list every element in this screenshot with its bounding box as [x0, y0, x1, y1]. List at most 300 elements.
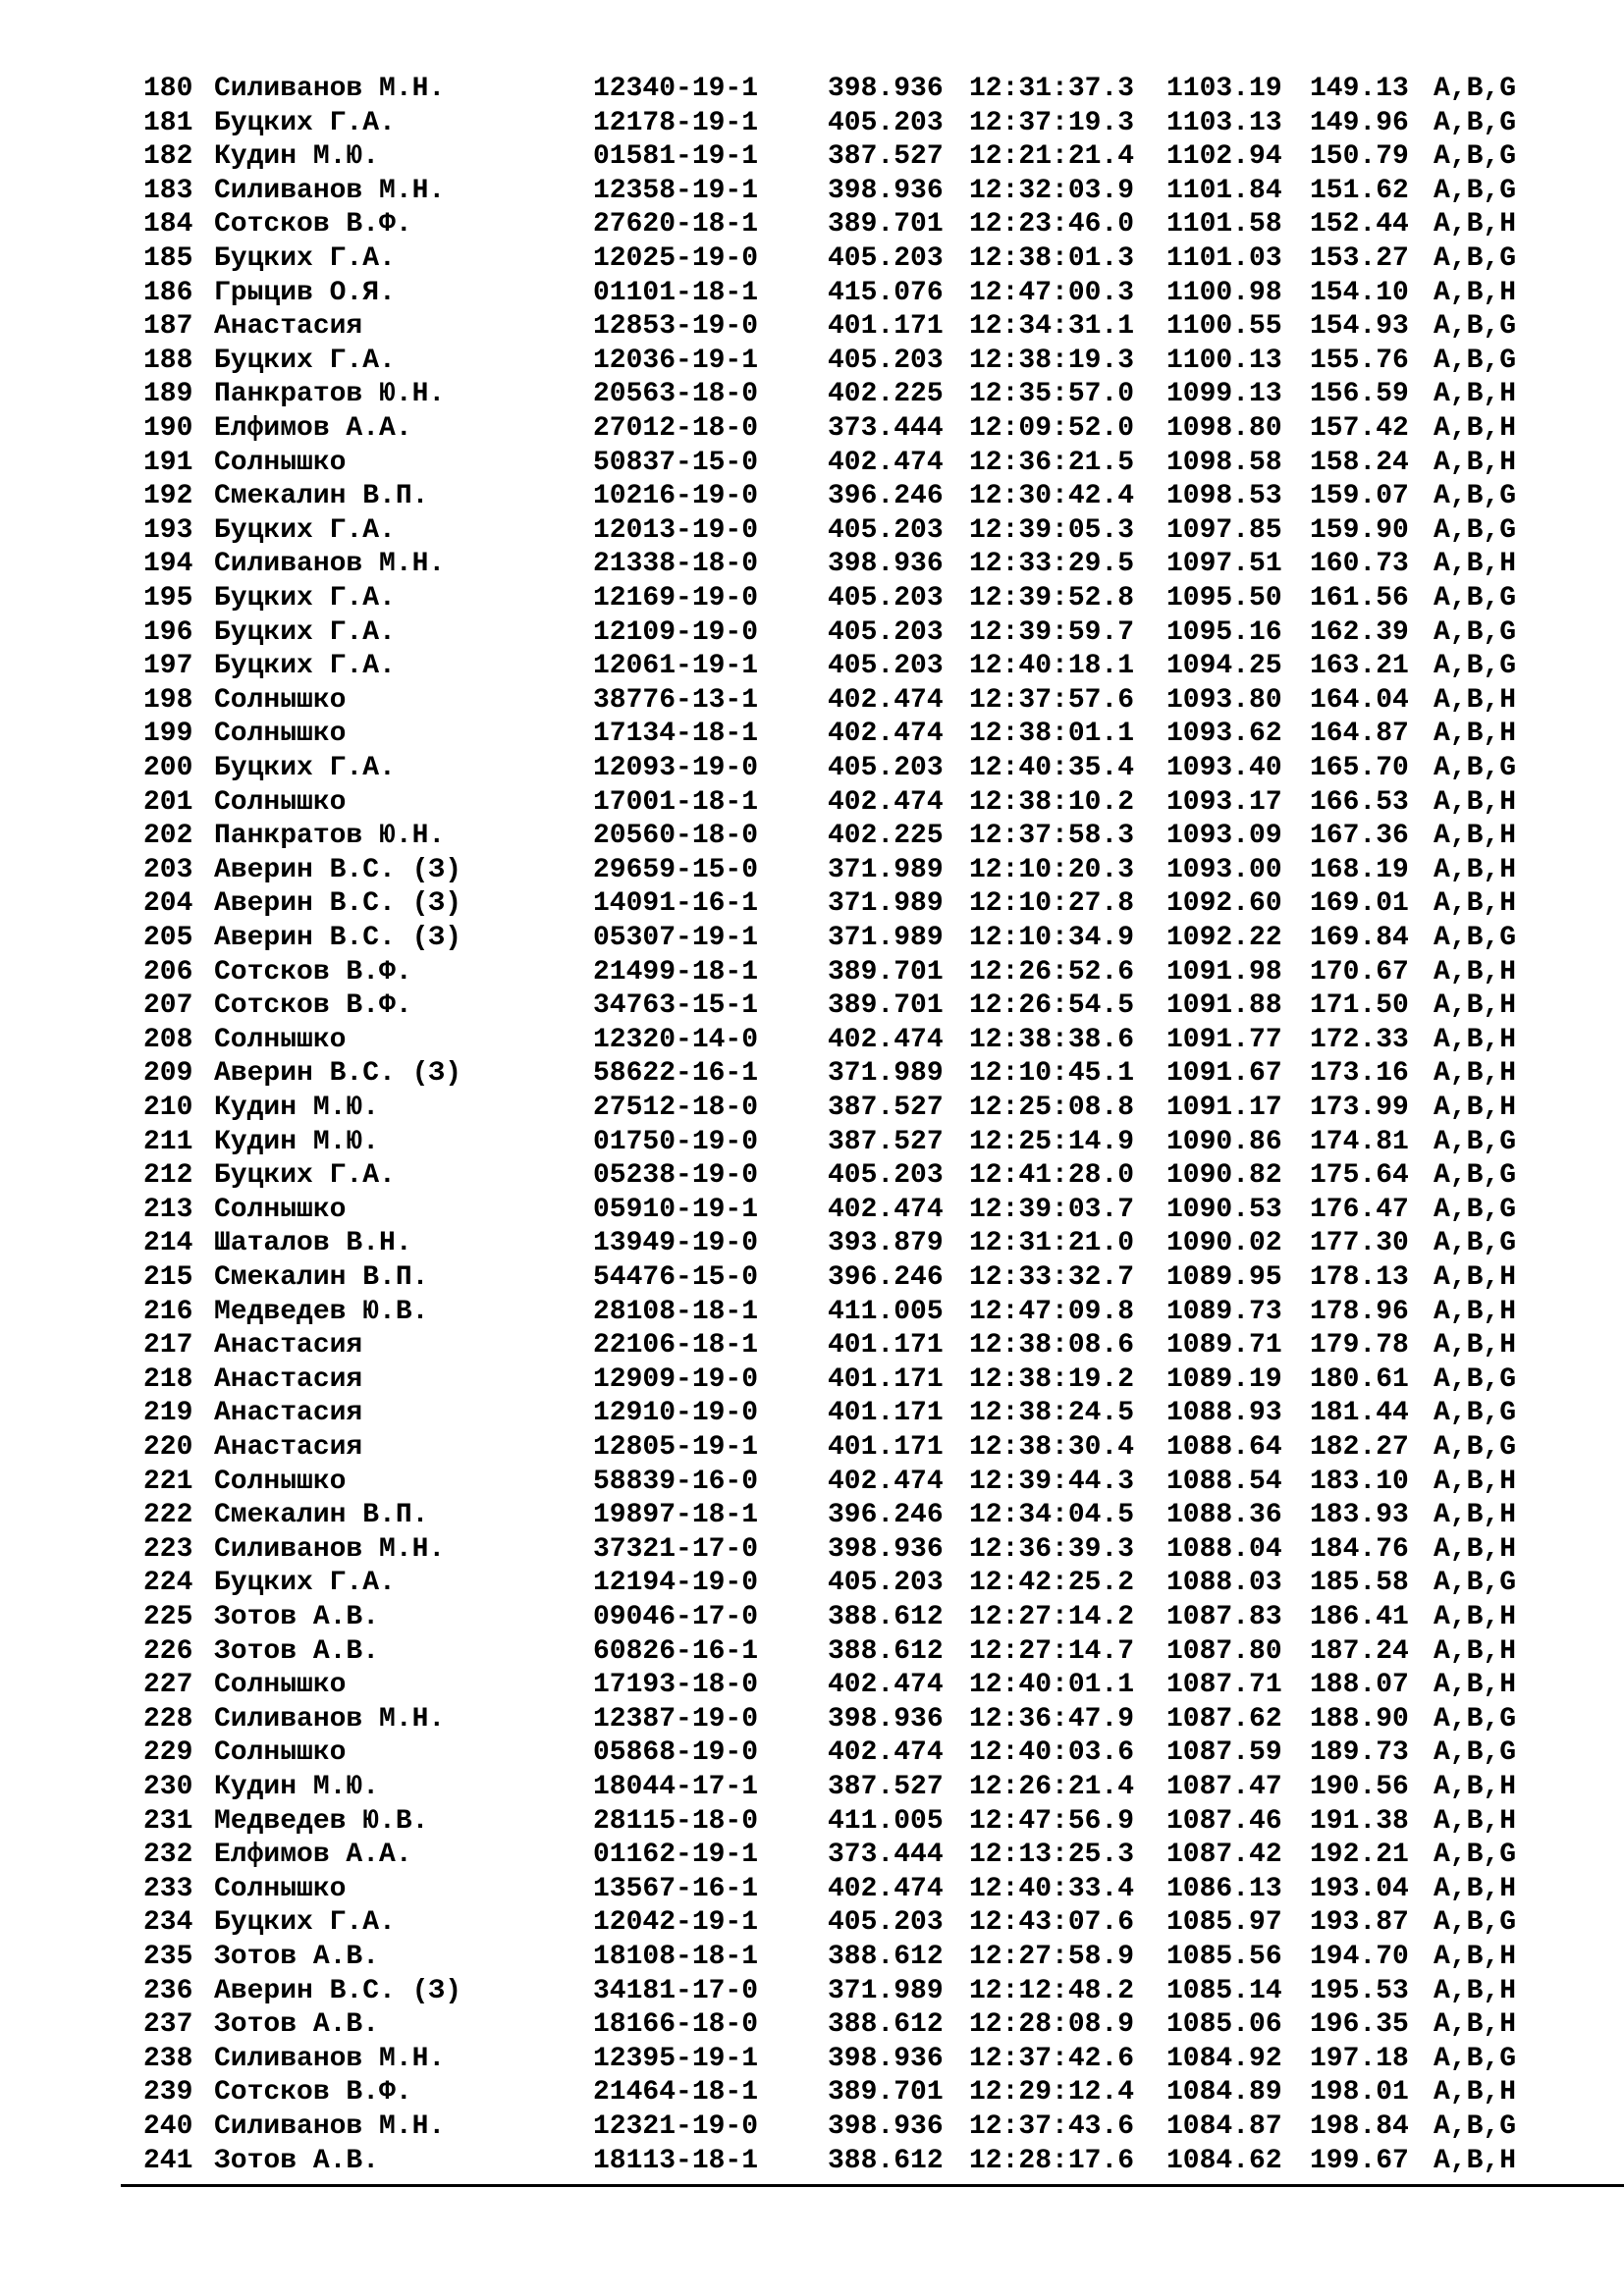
speed-cell: 1098.53	[1166, 481, 1282, 512]
speed-cell: 1092.22	[1166, 923, 1282, 953]
place-cell: 206	[143, 956, 193, 988]
coefficient-cell: 164.04	[1310, 684, 1409, 716]
distance-cell: 401.171	[828, 1363, 944, 1395]
arrival-time-cell: 12:30:42.4	[969, 481, 1135, 512]
distance-cell: 388.612	[828, 2009, 944, 2041]
category-flags-cell: A,B,H	[1434, 209, 1517, 240]
distance-cell: 398.936	[828, 1533, 944, 1565]
speed-cell: 1084.89	[1166, 2077, 1282, 2109]
speed-cell: 1100.55	[1166, 311, 1282, 343]
coefficient-cell: 198.01	[1310, 2077, 1409, 2109]
speed-cell: 1093.62	[1166, 719, 1282, 750]
coefficient-cell: 197.18	[1310, 2043, 1409, 2074]
arrival-time-cell: 12:39:05.3	[969, 514, 1135, 546]
ring-number-cell: 12093-19-0	[593, 753, 759, 783]
place-cell: 189	[143, 379, 193, 410]
name-cell: Панкратов Ю.Н.	[214, 379, 446, 410]
coefficient-cell: 176.47	[1310, 1194, 1409, 1225]
table-row	[0, 1329, 1624, 1362]
ring-number-cell: 12061-19-1	[593, 651, 759, 682]
table-row	[0, 277, 1624, 310]
ring-number-cell: 21499-18-1	[593, 956, 759, 988]
distance-cell: 387.527	[828, 141, 944, 173]
place-cell: 227	[143, 1670, 193, 1701]
name-cell: Аверин В.С. (З)	[214, 1058, 462, 1090]
place-cell: 197	[143, 651, 193, 682]
speed-cell: 1093.17	[1166, 786, 1282, 818]
name-cell: Солнышко	[214, 786, 347, 818]
arrival-time-cell: 12:38:30.4	[969, 1432, 1135, 1463]
coefficient-cell: 165.70	[1310, 753, 1409, 783]
place-cell: 235	[143, 1942, 193, 1972]
arrival-time-cell: 12:40:33.4	[969, 1873, 1135, 1904]
category-flags-cell: A,B,G	[1434, 1126, 1517, 1157]
name-cell: Буцких Г.А.	[214, 1568, 396, 1599]
place-cell: 201	[143, 786, 193, 818]
category-flags-cell: A,B,H	[1434, 1466, 1517, 1497]
table-row	[0, 2008, 1624, 2042]
distance-cell: 371.989	[828, 923, 944, 953]
arrival-time-cell: 12:21:21.4	[969, 141, 1135, 173]
distance-cell: 371.989	[828, 854, 944, 885]
arrival-time-cell: 12:37:19.3	[969, 107, 1135, 138]
table-row	[0, 786, 1624, 820]
place-cell: 188	[143, 345, 193, 376]
table-row	[0, 616, 1624, 650]
table-row	[0, 1873, 1624, 1906]
ring-number-cell: 17193-18-0	[593, 1670, 759, 1701]
coefficient-cell: 159.90	[1310, 514, 1409, 546]
coefficient-cell: 156.59	[1310, 379, 1409, 410]
coefficient-cell: 184.76	[1310, 1533, 1409, 1565]
coefficient-cell: 160.73	[1310, 549, 1409, 580]
ring-number-cell: 58622-16-1	[593, 1058, 759, 1090]
distance-cell: 411.005	[828, 1805, 944, 1837]
arrival-time-cell: 12:34:04.5	[969, 1500, 1135, 1531]
arrival-time-cell: 12:23:46.0	[969, 209, 1135, 240]
arrival-time-cell: 12:27:14.7	[969, 1635, 1135, 1667]
distance-cell: 402.474	[828, 447, 944, 478]
distance-cell: 402.474	[828, 1737, 944, 1769]
speed-cell: 1089.95	[1166, 1262, 1282, 1293]
distance-cell: 396.246	[828, 1262, 944, 1293]
table-row	[0, 1499, 1624, 1532]
coefficient-cell: 181.44	[1310, 1398, 1409, 1429]
category-flags-cell: A,B,G	[1434, 1363, 1517, 1395]
coefficient-cell: 194.70	[1310, 1942, 1409, 1972]
coefficient-cell: 167.36	[1310, 821, 1409, 852]
name-cell: Сотсков В.Ф.	[214, 990, 412, 1022]
name-cell: Смекалин В.П.	[214, 1500, 429, 1531]
table-row	[0, 1431, 1624, 1465]
name-cell: Елфимов А.А.	[214, 1840, 412, 1871]
category-flags-cell: A,B,H	[1434, 1296, 1517, 1327]
ring-number-cell: 12910-19-0	[593, 1398, 759, 1429]
speed-cell: 1087.83	[1166, 1602, 1282, 1632]
arrival-time-cell: 12:28:08.9	[969, 2009, 1135, 2041]
arrival-time-cell: 12:40:35.4	[969, 753, 1135, 783]
arrival-time-cell: 12:36:47.9	[969, 1703, 1135, 1735]
table-row	[0, 1533, 1624, 1567]
coefficient-cell: 189.73	[1310, 1737, 1409, 1769]
category-flags-cell: A,B,H	[1434, 1024, 1517, 1055]
ring-number-cell: 12169-19-0	[593, 583, 759, 614]
distance-cell: 398.936	[828, 74, 944, 104]
name-cell: Силиванов М.Н.	[214, 2043, 446, 2074]
place-cell: 234	[143, 1907, 193, 1939]
place-cell: 186	[143, 277, 193, 308]
ring-number-cell: 58839-16-0	[593, 1466, 759, 1497]
arrival-time-cell: 12:36:21.5	[969, 447, 1135, 478]
arrival-time-cell: 12:38:08.6	[969, 1330, 1135, 1362]
name-cell: Солнышко	[214, 447, 347, 478]
arrival-time-cell: 12:47:00.3	[969, 277, 1135, 308]
speed-cell: 1089.71	[1166, 1330, 1282, 1362]
name-cell: Сотсков В.Ф.	[214, 956, 412, 988]
distance-cell: 405.203	[828, 651, 944, 682]
arrival-time-cell: 12:25:08.8	[969, 1093, 1135, 1123]
arrival-time-cell: 12:38:38.6	[969, 1024, 1135, 1055]
name-cell: Силиванов М.Н.	[214, 1703, 446, 1735]
ring-number-cell: 60826-16-1	[593, 1635, 759, 1667]
distance-cell: 402.474	[828, 1024, 944, 1055]
name-cell: Аверин В.С. (З)	[214, 854, 462, 885]
arrival-time-cell: 12:31:37.3	[969, 74, 1135, 104]
table-row	[0, 345, 1624, 378]
place-cell: 205	[143, 923, 193, 953]
speed-cell: 1087.59	[1166, 1737, 1282, 1769]
speed-cell: 1084.92	[1166, 2043, 1282, 2074]
place-cell: 217	[143, 1330, 193, 1362]
category-flags-cell: A,B,H	[1434, 1975, 1517, 2006]
category-flags-cell: A,B,H	[1434, 447, 1517, 478]
name-cell: Солнышко	[214, 1737, 347, 1769]
speed-cell: 1098.58	[1166, 447, 1282, 478]
speed-cell: 1097.51	[1166, 549, 1282, 580]
distance-cell: 402.474	[828, 1873, 944, 1904]
ring-number-cell: 18044-17-1	[593, 1772, 759, 1802]
category-flags-cell: A,B,H	[1434, 1330, 1517, 1362]
table-row	[0, 582, 1624, 615]
speed-cell: 1091.88	[1166, 990, 1282, 1022]
table-row	[0, 140, 1624, 174]
category-flags-cell: A,B,G	[1434, 1194, 1517, 1225]
ring-number-cell: 12340-19-1	[593, 74, 759, 104]
table-row	[0, 1567, 1624, 1600]
speed-cell: 1094.25	[1166, 651, 1282, 682]
name-cell: Силиванов М.Н.	[214, 549, 446, 580]
arrival-time-cell: 12:32:03.9	[969, 175, 1135, 206]
speed-cell: 1095.16	[1166, 616, 1282, 648]
arrival-time-cell: 12:40:03.6	[969, 1737, 1135, 1769]
arrival-time-cell: 12:36:39.3	[969, 1533, 1135, 1565]
distance-cell: 396.246	[828, 1500, 944, 1531]
name-cell: Анастасия	[214, 311, 363, 343]
category-flags-cell: A,B,G	[1434, 1228, 1517, 1259]
coefficient-cell: 192.21	[1310, 1840, 1409, 1871]
arrival-time-cell: 12:38:19.2	[969, 1363, 1135, 1395]
speed-cell: 1087.80	[1166, 1635, 1282, 1667]
distance-cell: 402.474	[828, 684, 944, 716]
table-row	[0, 310, 1624, 344]
name-cell: Солнышко	[214, 1670, 347, 1701]
table-row	[0, 1703, 1624, 1736]
name-cell: Аверин В.С. (З)	[214, 923, 462, 953]
distance-cell: 411.005	[828, 1296, 944, 1327]
place-cell: 191	[143, 447, 193, 478]
ring-number-cell: 13567-16-1	[593, 1873, 759, 1904]
speed-cell: 1088.03	[1166, 1568, 1282, 1599]
distance-cell: 388.612	[828, 1942, 944, 1972]
coefficient-cell: 188.07	[1310, 1670, 1409, 1701]
distance-cell: 388.612	[828, 1635, 944, 1667]
distance-cell: 388.612	[828, 2145, 944, 2176]
category-flags-cell: A,B,H	[1434, 379, 1517, 410]
category-flags-cell: A,B,H	[1434, 1262, 1517, 1293]
speed-cell: 1090.86	[1166, 1126, 1282, 1157]
ring-number-cell: 19897-18-1	[593, 1500, 759, 1531]
arrival-time-cell: 12:38:01.1	[969, 719, 1135, 750]
place-cell: 211	[143, 1126, 193, 1157]
ring-number-cell: 21338-18-0	[593, 549, 759, 580]
distance-cell: 398.936	[828, 2111, 944, 2142]
arrival-time-cell: 12:47:56.9	[969, 1805, 1135, 1837]
coefficient-cell: 174.81	[1310, 1126, 1409, 1157]
distance-cell: 371.989	[828, 1058, 944, 1090]
arrival-time-cell: 12:33:32.7	[969, 1262, 1135, 1293]
table-row	[0, 1363, 1624, 1397]
distance-cell: 402.474	[828, 719, 944, 750]
distance-cell: 389.701	[828, 956, 944, 988]
coefficient-cell: 186.41	[1310, 1602, 1409, 1632]
speed-cell: 1087.71	[1166, 1670, 1282, 1701]
place-cell: 216	[143, 1296, 193, 1327]
arrival-time-cell: 12:42:25.2	[969, 1568, 1135, 1599]
place-cell: 190	[143, 413, 193, 444]
distance-cell: 405.203	[828, 514, 944, 546]
arrival-time-cell: 12:43:07.6	[969, 1907, 1135, 1939]
speed-cell: 1101.58	[1166, 209, 1282, 240]
distance-cell: 388.612	[828, 1602, 944, 1632]
ring-number-cell: 12387-19-0	[593, 1703, 759, 1735]
speed-cell: 1093.09	[1166, 821, 1282, 852]
name-cell: Солнышко	[214, 1024, 347, 1055]
ring-number-cell: 01162-19-1	[593, 1840, 759, 1871]
coefficient-cell: 173.99	[1310, 1093, 1409, 1123]
arrival-time-cell: 12:38:24.5	[969, 1398, 1135, 1429]
category-flags-cell: A,B,G	[1434, 2043, 1517, 2074]
ring-number-cell: 12358-19-1	[593, 175, 759, 206]
arrival-time-cell: 12:39:59.7	[969, 616, 1135, 648]
coefficient-cell: 185.58	[1310, 1568, 1409, 1599]
table-row	[0, 175, 1624, 208]
place-cell: 214	[143, 1228, 193, 1259]
name-cell: Силиванов М.Н.	[214, 2111, 446, 2142]
name-cell: Буцких Г.А.	[214, 514, 396, 546]
name-cell: Грыцив О.Я.	[214, 277, 396, 308]
distance-cell: 402.225	[828, 379, 944, 410]
table-row	[0, 514, 1624, 548]
table-row	[0, 378, 1624, 411]
arrival-time-cell: 12:38:10.2	[969, 786, 1135, 818]
ring-number-cell: 13949-19-0	[593, 1228, 759, 1259]
table-row	[0, 956, 1624, 989]
distance-cell: 405.203	[828, 107, 944, 138]
ring-number-cell: 54476-15-0	[593, 1262, 759, 1293]
category-flags-cell: A,B,H	[1434, 719, 1517, 750]
category-flags-cell: A,B,H	[1434, 956, 1517, 988]
place-cell: 237	[143, 2009, 193, 2041]
category-flags-cell: A,B,H	[1434, 854, 1517, 885]
distance-cell: 405.203	[828, 616, 944, 648]
category-flags-cell: A,B,G	[1434, 345, 1517, 376]
name-cell: Панкратов Ю.Н.	[214, 821, 446, 852]
speed-cell: 1087.62	[1166, 1703, 1282, 1735]
table-row	[0, 2076, 1624, 2109]
category-flags-cell: A,B,H	[1434, 786, 1517, 818]
table-row	[0, 1669, 1624, 1702]
speed-cell: 1085.56	[1166, 1942, 1282, 1972]
name-cell: Буцких Г.А.	[214, 243, 396, 274]
speed-cell: 1087.46	[1166, 1805, 1282, 1837]
place-cell: 239	[143, 2077, 193, 2109]
speed-cell: 1084.87	[1166, 2111, 1282, 2142]
table-row	[0, 1839, 1624, 1872]
ring-number-cell: 20563-18-0	[593, 379, 759, 410]
ring-number-cell: 12805-19-1	[593, 1432, 759, 1463]
name-cell: Солнышко	[214, 1466, 347, 1497]
place-cell: 230	[143, 1772, 193, 1802]
place-cell: 195	[143, 583, 193, 614]
speed-cell: 1095.50	[1166, 583, 1282, 614]
ring-number-cell: 05238-19-0	[593, 1160, 759, 1192]
place-cell: 202	[143, 821, 193, 852]
table-row	[0, 718, 1624, 751]
ring-number-cell: 17134-18-1	[593, 719, 759, 750]
name-cell: Буцких Г.А.	[214, 753, 396, 783]
place-cell: 236	[143, 1975, 193, 2006]
speed-cell: 1093.00	[1166, 854, 1282, 885]
category-flags-cell: A,B,G	[1434, 1840, 1517, 1871]
arrival-time-cell: 12:09:52.0	[969, 413, 1135, 444]
distance-cell: 387.527	[828, 1126, 944, 1157]
speed-cell: 1090.53	[1166, 1194, 1282, 1225]
arrival-time-cell: 12:40:18.1	[969, 651, 1135, 682]
name-cell: Сотсков В.Ф.	[214, 209, 412, 240]
speed-cell: 1098.80	[1166, 413, 1282, 444]
ring-number-cell: 10216-19-0	[593, 481, 759, 512]
ring-number-cell: 12013-19-0	[593, 514, 759, 546]
place-cell: 212	[143, 1160, 193, 1192]
speed-cell: 1085.14	[1166, 1975, 1282, 2006]
place-cell: 192	[143, 481, 193, 512]
name-cell: Шаталов В.Н.	[214, 1228, 412, 1259]
ring-number-cell: 27012-18-0	[593, 413, 759, 444]
ring-number-cell: 12109-19-0	[593, 616, 759, 648]
table-row	[0, 1941, 1624, 1974]
coefficient-cell: 166.53	[1310, 786, 1409, 818]
ring-number-cell: 05910-19-1	[593, 1194, 759, 1225]
distance-cell: 373.444	[828, 1840, 944, 1871]
table-row	[0, 242, 1624, 276]
category-flags-cell: A,B,G	[1434, 481, 1517, 512]
place-cell: 224	[143, 1568, 193, 1599]
speed-cell: 1093.80	[1166, 684, 1282, 716]
arrival-time-cell: 12:33:29.5	[969, 549, 1135, 580]
category-flags-cell: A,B,H	[1434, 2009, 1517, 2041]
place-cell: 196	[143, 616, 193, 648]
ring-number-cell: 18166-18-0	[593, 2009, 759, 2041]
ring-number-cell: 12320-14-0	[593, 1024, 759, 1055]
place-cell: 238	[143, 2043, 193, 2074]
distance-cell: 387.527	[828, 1772, 944, 1802]
distance-cell: 402.474	[828, 1670, 944, 1701]
distance-cell: 405.203	[828, 753, 944, 783]
coefficient-cell: 163.21	[1310, 651, 1409, 682]
coefficient-cell: 198.84	[1310, 2111, 1409, 2142]
coefficient-cell: 196.35	[1310, 2009, 1409, 2041]
speed-cell: 1101.84	[1166, 175, 1282, 206]
place-cell: 203	[143, 854, 193, 885]
name-cell: Буцких Г.А.	[214, 1160, 396, 1192]
name-cell: Буцких Г.А.	[214, 1907, 396, 1939]
ring-number-cell: 12321-19-0	[593, 2111, 759, 2142]
table-row	[0, 1601, 1624, 1634]
distance-cell: 415.076	[828, 277, 944, 308]
table-row	[0, 1466, 1624, 1499]
table-row	[0, 1194, 1624, 1227]
speed-cell: 1091.17	[1166, 1093, 1282, 1123]
speed-cell: 1100.13	[1166, 345, 1282, 376]
coefficient-cell: 195.53	[1310, 1975, 1409, 2006]
table-row	[0, 1227, 1624, 1260]
place-cell: 223	[143, 1533, 193, 1565]
place-cell: 180	[143, 74, 193, 104]
name-cell: Силиванов М.Н.	[214, 74, 446, 104]
table-row	[0, 73, 1624, 106]
arrival-time-cell: 12:10:20.3	[969, 854, 1135, 885]
table-row	[0, 854, 1624, 887]
name-cell: Буцких Г.А.	[214, 107, 396, 138]
arrival-time-cell: 12:12:48.2	[969, 1975, 1135, 2006]
arrival-time-cell: 12:26:54.5	[969, 990, 1135, 1022]
place-cell: 209	[143, 1058, 193, 1090]
arrival-time-cell: 12:38:01.3	[969, 243, 1135, 274]
coefficient-cell: 178.13	[1310, 1262, 1409, 1293]
distance-cell: 405.203	[828, 1160, 944, 1192]
coefficient-cell: 179.78	[1310, 1330, 1409, 1362]
speed-cell: 1086.13	[1166, 1873, 1282, 1904]
ring-number-cell: 12909-19-0	[593, 1363, 759, 1395]
speed-cell: 1088.93	[1166, 1398, 1282, 1429]
category-flags-cell: A,B,G	[1434, 1160, 1517, 1192]
name-cell: Кудин М.Ю.	[214, 1772, 380, 1802]
coefficient-cell: 188.90	[1310, 1703, 1409, 1735]
name-cell: Анастасия	[214, 1330, 363, 1362]
coefficient-cell: 175.64	[1310, 1160, 1409, 1192]
speed-cell: 1084.62	[1166, 2145, 1282, 2176]
category-flags-cell: A,B,G	[1434, 1737, 1517, 1769]
place-cell: 219	[143, 1398, 193, 1429]
speed-cell: 1097.85	[1166, 514, 1282, 546]
coefficient-cell: 173.16	[1310, 1058, 1409, 1090]
name-cell: Солнышко	[214, 1873, 347, 1904]
coefficient-cell: 159.07	[1310, 481, 1409, 512]
distance-cell: 398.936	[828, 175, 944, 206]
place-cell: 229	[143, 1737, 193, 1769]
table-row	[0, 1092, 1624, 1125]
speed-cell: 1100.98	[1166, 277, 1282, 308]
